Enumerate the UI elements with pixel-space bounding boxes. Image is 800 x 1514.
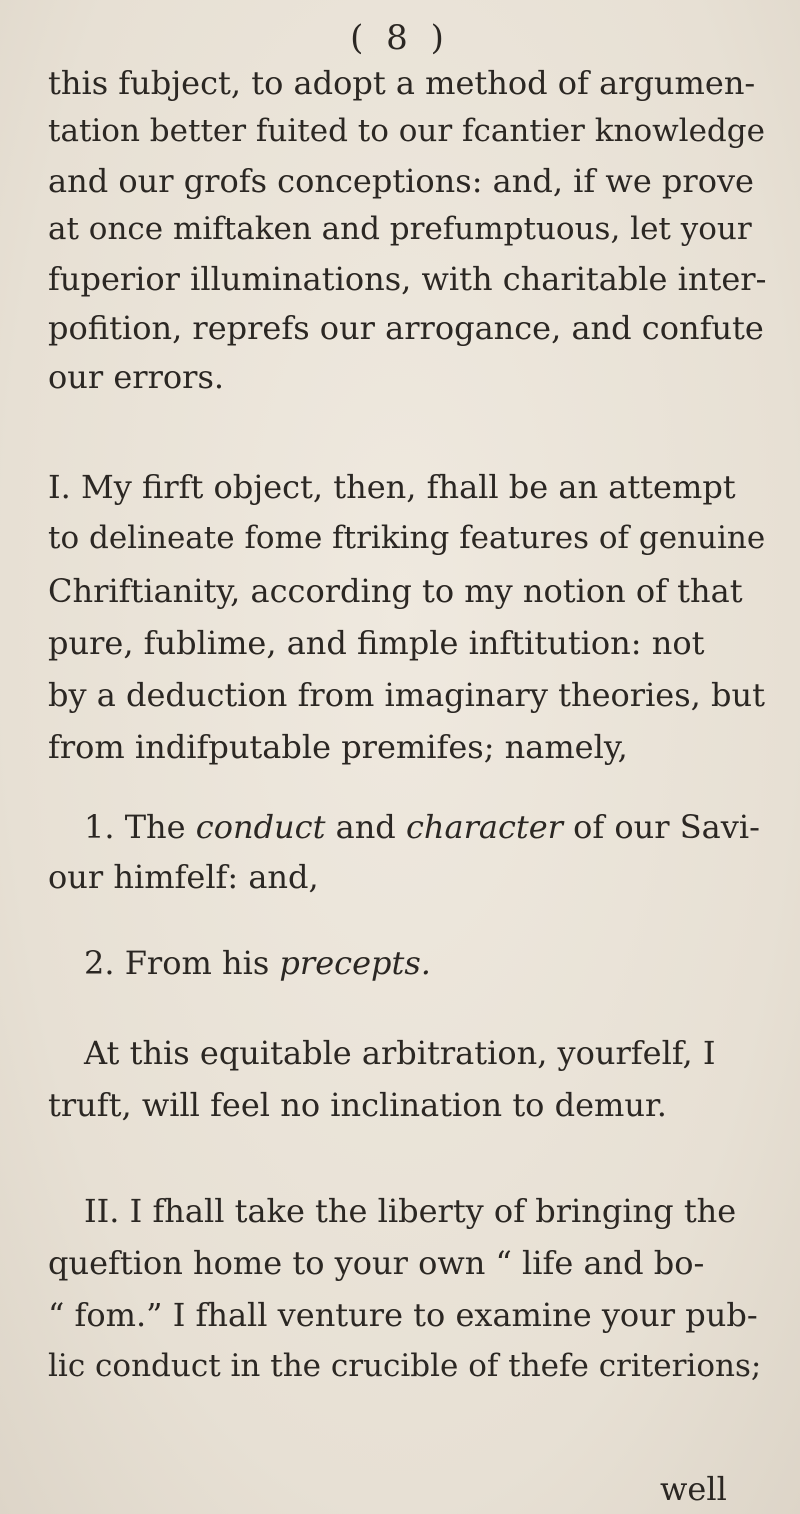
text-line: our himfelf: and, <box>48 858 319 896</box>
italic-term: conduct <box>195 808 326 846</box>
text-line: truft, will feel no inclination to demur. <box>48 1086 667 1124</box>
catchword: well <box>660 1470 727 1508</box>
text-line: pofition, reprefs our arrogance, and confute <box>48 309 764 347</box>
text-line: I. My firft object, then, fhall be an attempt <box>48 468 736 506</box>
text-line: and our grofs conceptions: and, if we prove <box>48 162 754 200</box>
italic-term: character <box>405 808 563 846</box>
text-line: from indifputable premifes; namely, <box>48 728 628 766</box>
item-rest: of our Savi- <box>562 808 760 846</box>
text-line: to delineate fome ftriking features of genuine <box>48 520 766 556</box>
text-line: II. I fhall take the liberty of bringing the <box>84 1192 737 1230</box>
text-line: fuperior illuminations, with charitable inter- <box>48 260 767 298</box>
text-line: by a deduction from imaginary theories, but <box>48 676 765 714</box>
text-line: queftion home to your own “ life and bo- <box>48 1244 705 1282</box>
text-line: this fubject, to adopt a method of argumen- <box>48 64 756 102</box>
text-line: tation better fuited to our fcantier knowledge <box>48 113 765 149</box>
text-line: Chriftianity, according to my notion of that <box>48 572 743 610</box>
text-line <box>84 944 431 982</box>
text-line: at once miftaken and prefumptuous, let your <box>48 211 752 247</box>
text-line: pure, fublime, and fimple inftitution: not <box>48 624 705 662</box>
page-number: ( 8 ) <box>350 18 450 58</box>
item-prefix: 1. The <box>84 808 196 846</box>
text-line: “ fom.” I fhall venture to examine your pub- <box>48 1296 758 1334</box>
text-line: At this equitable arbitration, yourfelf, I <box>84 1034 716 1072</box>
text-line <box>84 808 760 846</box>
item-prefix: 2. From his <box>84 944 280 982</box>
text-line: our errors. <box>48 358 225 396</box>
connector: and <box>325 808 406 846</box>
italic-term: precepts. <box>279 944 431 982</box>
text-line: lic conduct in the crucible of thefe criterions; <box>48 1348 762 1384</box>
